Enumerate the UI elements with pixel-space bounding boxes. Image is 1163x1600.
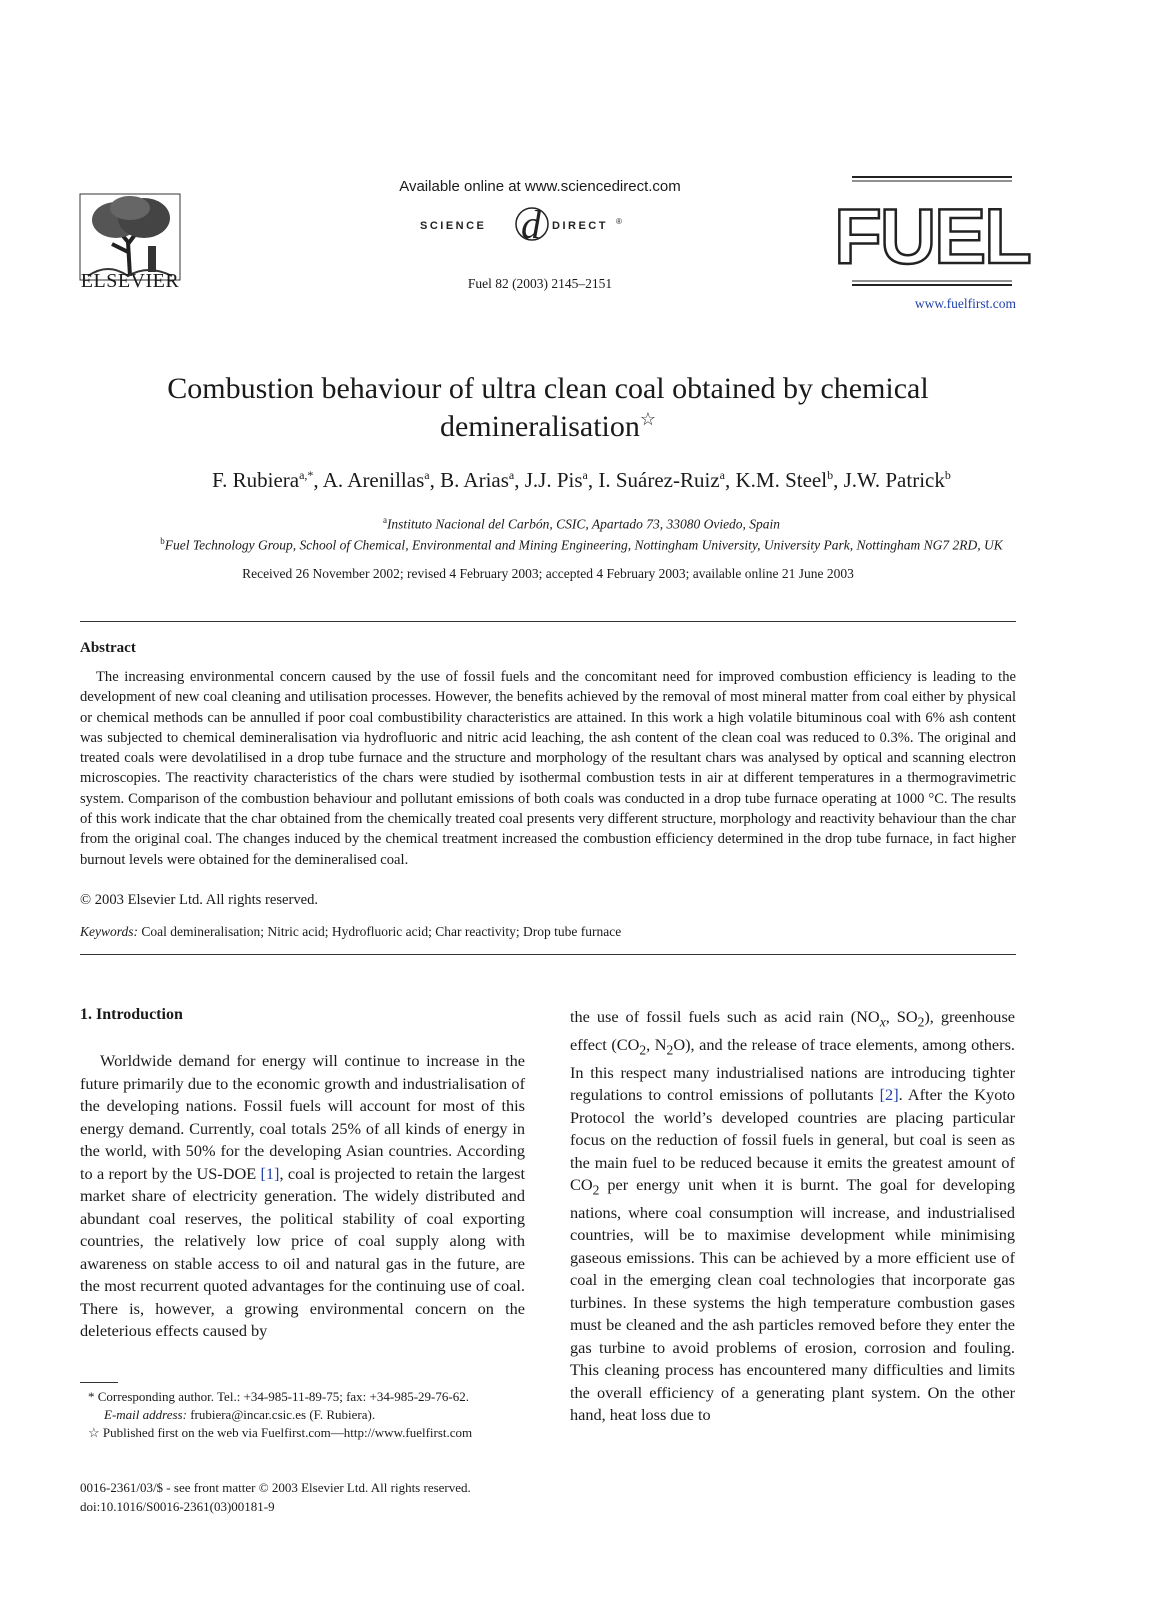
author-separator: , — [429, 468, 441, 492]
author-affiliation-mark[interactable]: a,* — [299, 468, 314, 482]
keywords — [80, 924, 1016, 940]
body-column-left — [80, 1050, 525, 1343]
journal-url-link[interactable]: www.fuelfirst.com — [914, 296, 1016, 311]
subscript: 2 — [917, 1014, 925, 1030]
paragraph-text: , SO — [885, 1007, 918, 1026]
affiliation-text: Instituto Nacional del Carbón, CSIC, Apartado 73, 33080 Oviedo, Spain — [386, 516, 781, 532]
author: I. Suárez-Ruiz — [598, 468, 720, 492]
footnote-mark: * — [88, 1389, 95, 1404]
email-address[interactable]: frubiera@incar.csic.es (F. Rubiera). — [186, 1407, 376, 1422]
title-line-1: Combustion behaviour of ultra clean coal obtained by chemical — [167, 372, 929, 405]
divider — [80, 954, 1016, 955]
author-separator: , — [587, 468, 599, 492]
sciencedirect-logo — [420, 200, 660, 248]
author: B. Arias — [440, 468, 509, 492]
author-affiliation-mark[interactable]: a — [582, 468, 588, 482]
paragraph-text: ), greenhouse effect (CO — [570, 1007, 1016, 1054]
abstract-copyright: © 2003 Elsevier Ltd. All rights reserved. — [80, 892, 319, 908]
fuel-journal-logo — [834, 173, 1030, 293]
abstract-text: The increasing environmental concern caused by the use of fossil fuels and the concomitant need for improved combustion efficiency is leading to the development of new coal cleaning and utilisation processes. However, the benefits achieved by the removal of most mineral matter from coal either by physical or chemical methods can be annulled if poor coal combustibility characteristics are attained. In this work a high volatile bituminous coal with 6% ash content was subjected to chemical demineralisation via hydrofluoric and nitric acid leaching, the ash content of the clean coal was reduced to 0.3%. The original and treated coals were devolatilised in a drop tube furnace and the structure and morphology of the resultant chars was analysed by optical and scanning electron microscopies. The reactivity characteristics of the chars were studied by isothermal combustion tests in air at different temperatures in a thermogravimetric system. Comparison of the combustion behaviour and pollutant emissions of both coals was conducted in a drop tube furnace operating at 1000 °C. The results of this work indicate that the char obtained from the chemically treated coal presents very different structure, morphology and reactivity behaviour than the char from the original coal. The changes induced by the chemical treatment increased the combustion efficiency determined in the drop tube furnace, in fact higher burnout levels were obtained for the demineralised coal. — [80, 669, 1016, 868]
sciencedirect-science: SCIENCE — [420, 220, 487, 232]
doi-line[interactable]: doi:10.1016/S0016-2361(03)00181-9 — [80, 1499, 275, 1514]
affiliation-a — [40, 515, 1123, 533]
title-line-2: demineralisation — [439, 410, 640, 443]
svg-text:®: ® — [616, 217, 622, 226]
paragraph-text: . After the Kyoto Protocol the world’s developed countries are placing particular focus on the reduction of fossil fuels in general, but coal is seen as the main fuel to be reduced because it emits the greatest amount of CO — [570, 1085, 1015, 1194]
journal-citation: Fuel 82 (2003) 2145–2151 — [467, 276, 613, 291]
abstract-heading: Abstract — [80, 640, 136, 656]
author-affiliation-mark[interactable]: b — [827, 468, 834, 482]
affiliation-b — [40, 536, 1123, 554]
received-dates: Received 26 November 2002; revised 4 February 2003; accepted 4 February 2003; available online 21 June 2003 — [242, 566, 854, 581]
paragraph-text: O), and the release of trace elements, among others. In this respect many industrialised nations are introducing tighter regulations to control emissions of pollutants — [570, 1034, 1015, 1104]
keywords-label: Keywords: — [80, 924, 138, 939]
email-label: E-mail address: — [104, 1407, 187, 1422]
issn-line: 0016-2361/03/$ - see front matter © 2003 Elsevier Ltd. All rights reserved. — [80, 1480, 471, 1495]
affiliation-text: Fuel Technology Group, School of Chemical, Environmental and Mining Engineering, Nottingham University, University Park, Nottingham NG7 2RD, UK — [164, 537, 1003, 553]
author-list — [40, 468, 1123, 493]
body-column-right — [570, 1006, 1015, 1427]
paragraph-text: the use of fossil fuels such as acid rain (NO — [570, 1007, 880, 1026]
paragraph-text: , N — [646, 1034, 667, 1054]
front-matter — [80, 1478, 550, 1516]
reference-link[interactable]: [2] — [879, 1085, 899, 1104]
subscript: x — [879, 1014, 886, 1030]
footnote-rule — [80, 1382, 118, 1383]
author-affiliation-mark[interactable]: a — [508, 468, 515, 482]
sciencedirect-direct: DIRECT — [552, 220, 608, 232]
fuel-wordmark: FUEL — [834, 192, 1030, 280]
publisher-name: ELSEVIER — [80, 270, 180, 292]
subscript: 2 — [592, 1182, 600, 1198]
author: J.J. Pis — [524, 468, 583, 492]
subscript: 2 — [666, 1042, 674, 1057]
paragraph-text: per energy unit when it is burnt. The goal for developing nations, where coal consumption will increase, and industrialised countries, will be to maximise development while minimising gaseous emissions. This can be achieved by a more efficient use of coal in the emerging clean coal technologies that incorporate gas turbines. In these systems the high temperature combustion gases must be cleaned and the ash particles removed before they enter the gas turbine to avoid problems of erosion, corrosion and fouling. This cleaning process has encountered many difficulties and limits the overall efficiency of a generating plant system. On the other hand, heat loss due to — [570, 1175, 1015, 1425]
footnote-text: Corresponding author. Tel.: +34-985-11-89-75; fax: +34-985-29-76-62. — [94, 1389, 469, 1404]
footnote-corresponding — [80, 1388, 525, 1406]
affiliation-mark: b — [160, 536, 165, 546]
author-affiliation-mark[interactable]: a — [719, 468, 725, 482]
author-separator: , — [514, 468, 525, 492]
article-title — [80, 370, 1016, 446]
footnotes — [80, 1388, 525, 1442]
affiliation-mark: a — [382, 515, 387, 525]
title-footnote-mark[interactable]: ☆ — [639, 409, 657, 429]
paragraph-text: Worldwide demand for energy will continue to increase in the future primarily due to the economic growth and industrialisation of the developing nations. Fossil fuels will account for most of this energy demand. Currently, coal totals 25% of all kinds of energy in the world, with 50% for the developing Asian countries. According to a report by the US-DOE — [80, 1051, 525, 1183]
footnote-text: Published first on the web via Fuelfirst.com—http://www.fuelfirst.com — [99, 1425, 473, 1440]
author: J.W. Patrick — [843, 468, 945, 492]
subscript: 2 — [639, 1042, 647, 1057]
author: A. Arenillas — [322, 468, 425, 492]
reference-link[interactable]: [1] — [260, 1163, 280, 1183]
keywords-list: Coal demineralisation; Nitric acid; Hydrofluoric acid; Char reactivity; Drop tube furnace — [141, 924, 622, 939]
section-heading: 1. Introduction — [80, 1006, 183, 1023]
author-separator: , — [313, 468, 323, 492]
svg-text:d: d — [521, 202, 541, 247]
footnote-email — [80, 1406, 525, 1424]
author-separator: , — [833, 468, 844, 492]
paragraph-text: , coal is projected to retain the largest market share of electricity generation. The widely distributed and abundant coal reserves, the political stability of coal exporting countries, the relatively low price of coal supply along with awareness on stable access to oil and natural gas in the future, are the most recurrent quoted advantages for the continuing use of coal. There is, however, a growing environmental concern on the deleterious effects caused by — [80, 1163, 525, 1340]
divider — [80, 621, 1016, 622]
author-separator: , — [724, 468, 736, 492]
author-affiliation-mark[interactable]: b — [944, 468, 951, 482]
author: F. Rubiera — [212, 468, 300, 492]
footnote-mark: ☆ — [88, 1425, 100, 1440]
author: K.M. Steel — [735, 468, 828, 492]
available-online-text: Available online at www.sciencedirect.com — [399, 178, 681, 195]
footnote-published — [80, 1424, 525, 1442]
author-affiliation-mark[interactable]: a — [424, 468, 430, 482]
